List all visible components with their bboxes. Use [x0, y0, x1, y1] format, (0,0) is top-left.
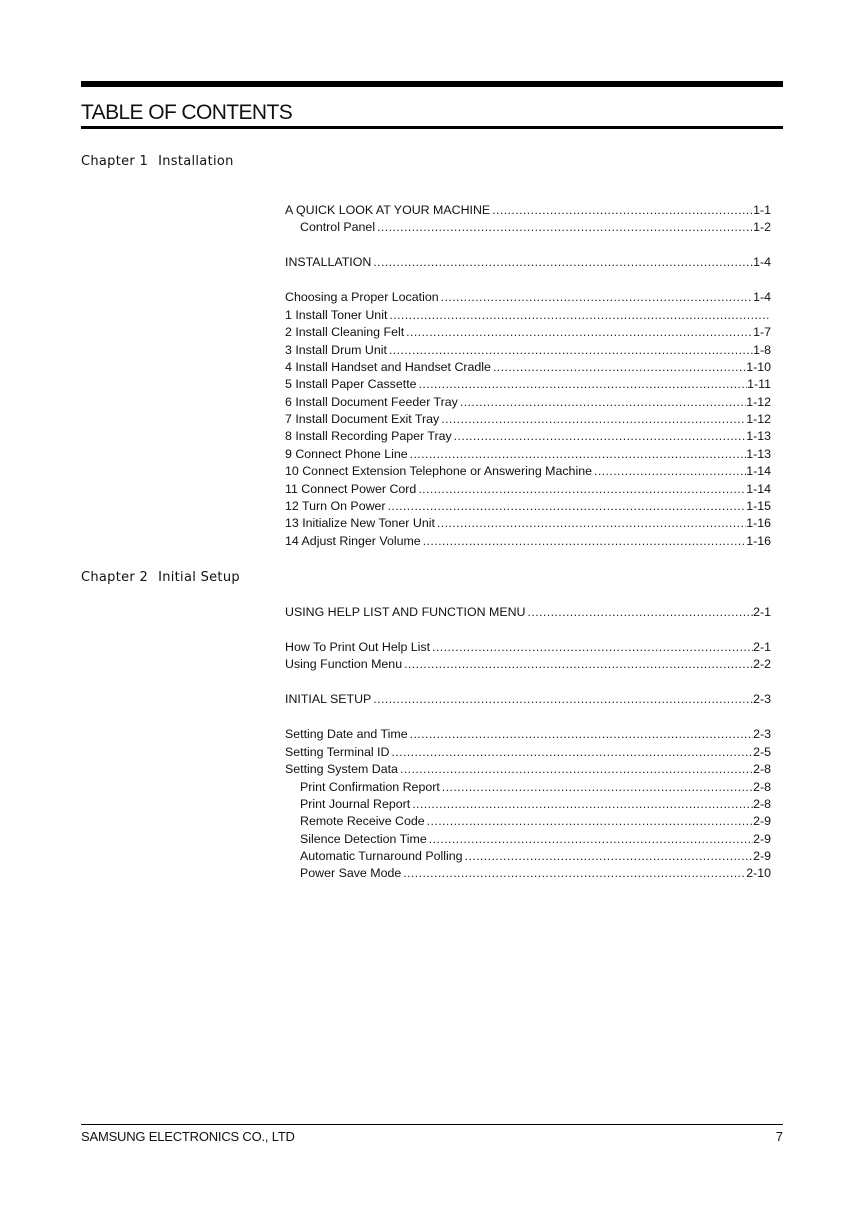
toc-entry-page: 2-8 [753, 779, 771, 794]
toc-entry-label: Power Save Mode [300, 866, 402, 881]
toc-entry-page: 2-1 [753, 605, 771, 619]
toc-entry[interactable] [285, 515, 771, 532]
toc-entry-page: 2-9 [753, 814, 771, 829]
toc-entry-page: 2-1 [753, 639, 771, 654]
dot-leader [410, 796, 753, 813]
chapter-heading [81, 570, 240, 586]
dot-leader [427, 831, 753, 848]
toc-entry-page: 1-12 [746, 394, 771, 409]
toc-entry[interactable] [285, 639, 771, 656]
toc-entry-page: 1-14 [746, 464, 771, 479]
toc-entry-page: 1-16 [746, 533, 771, 548]
toc-entry-page: 2-2 [753, 657, 771, 672]
toc-entry-label: Setting Terminal ID [285, 744, 390, 759]
toc-entry[interactable] [285, 428, 771, 445]
toc-entry-page: 1-15 [746, 499, 771, 514]
toc-entry-label: 6 Install Document Feeder Tray [285, 394, 458, 409]
dot-leader [417, 376, 748, 393]
toc-entry[interactable] [285, 726, 771, 743]
toc-entry-label: A QUICK LOOK AT YOUR MACHINE [285, 203, 491, 217]
toc-entry-page: 2-8 [753, 762, 771, 777]
toc-entry[interactable] [285, 865, 771, 882]
toc-chapter-1 [285, 202, 771, 550]
footer-rule [81, 1124, 783, 1125]
toc-entry-label: Setting System Data [285, 762, 398, 777]
toc-entry-page: 1-7 [753, 325, 771, 340]
dot-leader [404, 324, 753, 341]
dot-leader [452, 428, 747, 445]
toc-entry-page: 2-3 [753, 727, 771, 742]
toc-entry[interactable] [285, 289, 771, 306]
toc-entry-label: Automatic Turnaround Polling [300, 849, 463, 864]
toc-entry[interactable] [285, 848, 771, 865]
toc-entry[interactable] [285, 202, 771, 219]
toc-entry[interactable] [285, 779, 771, 796]
toc-entry-label: INSTALLATION [285, 255, 372, 270]
dot-leader [458, 394, 746, 411]
toc-entry-label: 1 Install Toner Unit [285, 307, 388, 322]
toc-entry-label: 14 Adjust Ringer Volume [285, 533, 421, 548]
toc-chapter-2 [285, 604, 771, 883]
toc-entry[interactable] [285, 376, 771, 393]
dot-leader [463, 848, 754, 865]
footer-company: SAMSUNG ELECTRONICS CO., LTD [81, 1129, 295, 1144]
toc-entry[interactable] [285, 324, 771, 341]
toc-entry[interactable] [285, 761, 771, 778]
toc-entry[interactable] [285, 691, 771, 708]
dot-leader [416, 481, 746, 498]
toc-entry[interactable] [285, 307, 771, 324]
toc-entry-page: 2-8 [753, 796, 771, 811]
chapter-number: Chapter 1 [81, 154, 149, 169]
dot-leader [425, 813, 753, 830]
toc-entry-label: How To Print Out Help List [285, 639, 431, 654]
toc-entry-label: 5 Install Paper Cassette [285, 377, 417, 392]
dot-leader [371, 254, 753, 271]
toc-entry-page: 1-10 [746, 359, 771, 374]
toc-entry[interactable] [285, 498, 771, 515]
toc-entry-page: 1-12 [746, 412, 771, 427]
toc-entry[interactable] [285, 796, 771, 813]
dot-leader [440, 779, 753, 796]
toc-entry[interactable] [285, 219, 771, 236]
toc-entry[interactable] [285, 813, 771, 830]
toc-entry[interactable] [285, 446, 771, 463]
toc-entry-page: 1-8 [753, 342, 771, 357]
toc-entry[interactable] [285, 831, 771, 848]
toc-entry-label: 10 Connect Extension Telephone or Answering Machine [285, 464, 592, 479]
toc-entry-page: 1-1 [753, 203, 771, 217]
dot-leader [421, 533, 746, 550]
toc-entry-page: 1-14 [746, 481, 771, 496]
dot-leader [389, 744, 753, 761]
toc-entry-page: 1-13 [746, 429, 771, 444]
dot-leader [398, 761, 753, 778]
chapter-number: Chapter 2 [81, 570, 149, 585]
dot-leader [435, 515, 746, 532]
toc-entry-label: Control Panel [300, 220, 376, 235]
dot-leader [526, 604, 754, 621]
toc-entry[interactable] [285, 604, 771, 621]
dot-leader [387, 307, 771, 324]
dot-leader [430, 639, 753, 656]
toc-entry-label: Remote Receive Code [300, 814, 425, 829]
dot-leader [408, 726, 753, 743]
toc-entry-page: 2-10 [746, 866, 771, 881]
toc-entry-page: 1-4 [753, 290, 771, 305]
toc-entry-page: 1-13 [746, 446, 771, 461]
toc-entry-label: Print Confirmation Report [300, 779, 440, 794]
toc-entry-label: 8 Install Recording Paper Tray [285, 429, 452, 444]
chapter-name: Installation [158, 154, 234, 169]
toc-entry[interactable] [285, 481, 771, 498]
dot-leader [371, 691, 753, 708]
title-underline [81, 126, 783, 129]
page-title: TABLE OF CONTENTS [81, 101, 293, 124]
dot-leader [402, 656, 753, 673]
toc-entry[interactable] [285, 463, 771, 480]
toc-entry-label: 7 Install Document Exit Tray [285, 412, 440, 427]
toc-entry-label: Setting Date and Time [285, 727, 408, 742]
toc-entry-label: Print Journal Report [300, 796, 411, 811]
dot-leader [401, 865, 746, 882]
toc-entry-label: Choosing a Proper Location [285, 290, 439, 305]
toc-entry[interactable] [285, 394, 771, 411]
toc-entry[interactable] [285, 744, 771, 761]
footer-page-number: 7 [775, 1129, 783, 1144]
toc-entry-label: 13 Initialize New Toner Unit [285, 516, 435, 531]
dot-leader [386, 498, 747, 515]
toc-entry-page: 2-3 [753, 692, 771, 707]
toc-entry[interactable] [285, 359, 771, 376]
dot-leader [439, 411, 746, 428]
toc-entry-label: 9 Connect Phone Line [285, 446, 408, 461]
toc-entry-page: 1-4 [753, 255, 771, 270]
toc-entry[interactable] [285, 411, 771, 428]
toc-entry[interactable] [285, 656, 771, 673]
toc-entry-label: 11 Connect Power Cord [285, 481, 417, 496]
chapter-name: Initial Setup [158, 570, 240, 585]
toc-entry-label: 12 Turn On Power [285, 499, 386, 514]
toc-entry-label: Silence Detection Time [300, 831, 427, 846]
toc-entry-page: 2-5 [753, 744, 771, 759]
dot-leader [387, 342, 753, 359]
dot-leader [490, 202, 753, 219]
toc-entry-label: INITIAL SETUP [285, 692, 372, 707]
toc-entry-label: 4 Install Handset and Handset Cradle [285, 359, 491, 374]
toc-entry-label: Using Function Menu [285, 657, 403, 672]
toc-entry-label: 2 Install Cleaning Felt [285, 325, 405, 340]
toc-entry-page: 1-11 [747, 377, 771, 392]
toc-entry-page: 1-16 [746, 516, 771, 531]
toc-entry-page: 2-9 [753, 831, 771, 846]
toc-entry[interactable] [285, 533, 771, 550]
dot-leader [439, 289, 753, 306]
dot-leader [491, 359, 746, 376]
dot-leader [592, 463, 746, 480]
dot-leader [408, 446, 747, 463]
toc-entry[interactable] [285, 254, 771, 271]
toc-entry-page: 1-2 [753, 220, 771, 235]
toc-entry[interactable] [285, 342, 771, 359]
toc-entry-label: 3 Install Drum Unit [285, 342, 387, 357]
header-rule [81, 81, 783, 87]
chapter-heading [81, 154, 234, 170]
dot-leader [375, 219, 753, 236]
toc-entry-label: USING HELP LIST AND FUNCTION MENU [285, 605, 526, 619]
toc-entry-page: 2-9 [753, 849, 771, 864]
